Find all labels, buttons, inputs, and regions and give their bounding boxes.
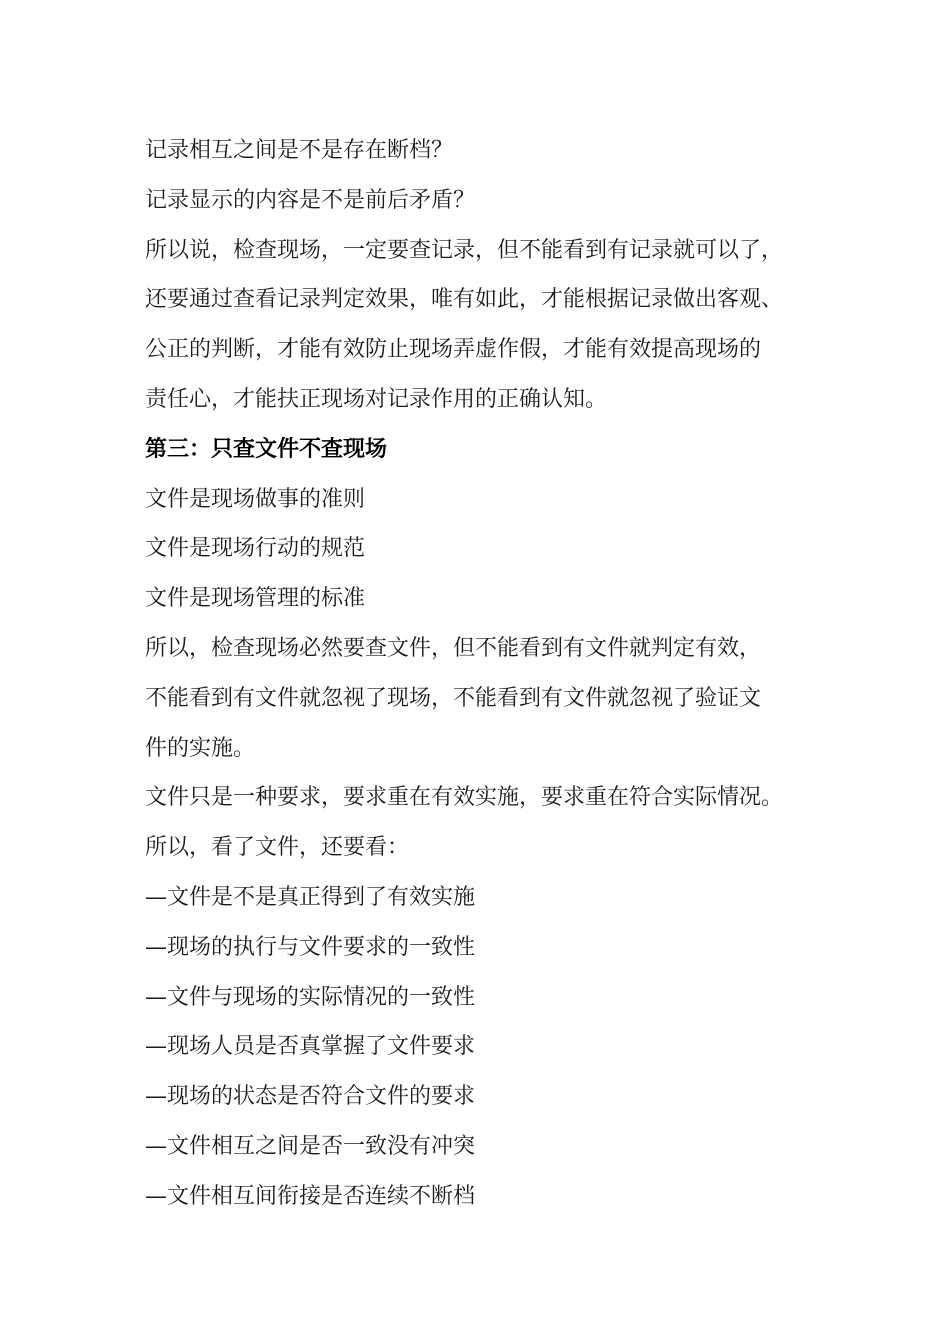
paragraph-line: 件的实施。 bbox=[145, 735, 256, 761]
section-heading: 第三：只查文件不查现场 bbox=[145, 436, 388, 462]
list-item: —现场人员是否真掌握了文件要求 bbox=[145, 1034, 476, 1060]
list-item: —文件相互之间是否一致没有冲突 bbox=[145, 1133, 476, 1159]
paragraph-line: 还要通过查看记录判定效果，唯有如此，才能根据记录做出客观、 bbox=[145, 287, 784, 313]
paragraph-line: 文件是现场做事的准则 bbox=[145, 486, 366, 512]
paragraph-line: 责任心，才能扶正现场对记录作用的正确认知。 bbox=[145, 386, 608, 412]
paragraph-line: 所以，检查现场必然要查文件，但不能看到有文件就判定有效， bbox=[145, 635, 762, 661]
paragraph-line: 文件是现场行动的规范 bbox=[145, 536, 366, 562]
list-item: —文件与现场的实际情况的一致性 bbox=[145, 984, 476, 1010]
paragraph-line: 所以说，检查现场，一定要查记录，但不能看到有记录就可以了， bbox=[145, 237, 784, 263]
paragraph-line: 所以，看了文件，还要看： bbox=[145, 835, 410, 861]
list-item: —现场的执行与文件要求的一致性 bbox=[145, 934, 476, 960]
paragraph-line: 记录显示的内容是不是前后矛盾？ bbox=[145, 187, 476, 213]
document-body bbox=[145, 126, 835, 1222]
paragraph-line: 公正的判断，才能有效防止现场弄虚作假，才能有效提高现场的 bbox=[145, 337, 762, 363]
paragraph-line: 记录相互之间是不是存在断档？ bbox=[145, 138, 454, 163]
list-item: —现场的状态是否符合文件的要求 bbox=[145, 1084, 476, 1110]
paragraph-line: 不能看到有文件就忽视了现场，不能看到有文件就忽视了验证文 bbox=[145, 685, 762, 711]
paragraph-line: 文件是现场管理的标准 bbox=[145, 586, 366, 612]
list-item: —文件相互间衔接是否连续不断档 bbox=[145, 1183, 476, 1209]
list-item: —文件是不是真正得到了有效实施 bbox=[145, 884, 476, 910]
paragraph-line: 文件只是一种要求，要求重在有效实施，要求重在符合实际情况。 bbox=[145, 785, 784, 811]
